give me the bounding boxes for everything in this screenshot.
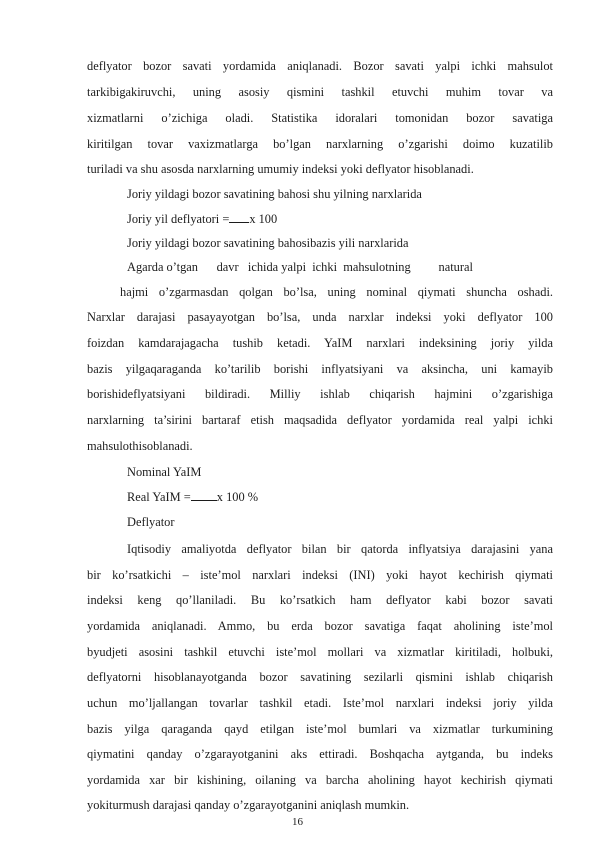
formula-rhs: x 100 % <box>216 490 259 504</box>
text-line: bir ko’rsatkichi – iste’mol narxlari indeksi (INI) yoki hayot kechirish qiymati <box>87 568 553 582</box>
text-line: Iqtisodiy amaliyotda deflyator bilan bir qatorda inflyatsiya darajasini yana <box>127 542 553 556</box>
text-line: narxlarning ta’sirini bartaraf etish maqsadida deflyator yordamida real yalpi ichki <box>87 413 553 427</box>
text-line: byudjeti asosini tashkil etuvchi iste’mol mollari va xizmatlar kiritiladi, holbuki, <box>87 645 553 659</box>
fraction-bar <box>191 490 217 501</box>
text-line: hajmi o’zgarmasdan qolgan bo’lsa, uning nominal qiymati shuncha oshadi. <box>120 285 553 299</box>
text-line: kiritilgan tovar vaxizmatlarga bo’lgan narxlarning o’zgarishi doimo kuzatilib <box>87 137 553 151</box>
text-line: qiymatini qanday o’zgarayotganini aks ettiradi. Boshqacha aytganda, bu indeks <box>87 747 553 761</box>
formula-numerator: Nominal YaIM <box>127 465 202 479</box>
text-line: Narxlar darajasi pasayayotgan bo’lsa, unda narxlar indeksi yoki deflyator 100 <box>87 310 553 324</box>
text-line: foizdan kamdarajagacha tushib ketadi. YaIM narxlari indeksining joriy yilda <box>87 336 553 350</box>
text-line: xizmatlarni o’zichiga oladi. Statistika idoralari tomonidan bozor savatiga <box>87 111 553 125</box>
text-line: yordamida xar bir kishining, oilaning va barcha aholining hayot kechirish qiymati <box>87 773 553 787</box>
text-line: yokiturmush darajasi qanday o’zgarayotganini aniqlash mumkin. <box>87 798 410 812</box>
formula-lhs: Joriy yil deflyatori = <box>127 212 230 226</box>
text-line: bazis yilga qaraganda qayd etilgan iste’mol bumlari va xizmatlar turkumining <box>87 722 553 736</box>
text-line: mahsulothisoblanadi. <box>87 439 193 453</box>
text-line: uchun mo’ljallangan tovarlar tashkil etadi. Iste’mol narxlari indeksi joriy yilda <box>87 696 553 710</box>
formula-lhs: Real YaIM = <box>127 490 191 504</box>
text-line: deflyatorni hisoblanayotganda bozor savatining sezilarli qismini ishlab chiqarish <box>87 670 553 684</box>
formula-numerator: Joriy yildagi bozor savatining bahosi shu yilning narxlarida <box>127 187 422 201</box>
text-line: turiladi va shu asosda narxlarning umumiy indeksi yoki deflyator hisoblanadi. <box>87 162 474 176</box>
formula-line <box>127 489 258 505</box>
text-line: Agarda o’tgan davr ichida yalpi ichki mahsulotning natural <box>127 260 473 274</box>
text-line: bazis yilgaqaraganda ko’tarilib borishi inflyatsiyani va aksincha, uni kamayib <box>87 362 553 376</box>
fraction-bar <box>229 212 249 223</box>
text-line: yordamida aniqlanadi. Ammo, bu erda bozor savatiga faqat aholining iste’mol <box>87 619 553 633</box>
formula-denominator: Deflyator <box>127 515 175 529</box>
page-number: 16 <box>292 816 303 828</box>
formula-line <box>127 211 277 227</box>
text-line: tarkibigakiruvchi, uning asosiy qismini tashkil etuvchi muhim tovar va <box>87 85 553 99</box>
text-line: deflyator bozor savati yordamida aniqlanadi. Bozor savati yalpi ichki mahsulot <box>87 59 553 73</box>
text-line: indeksi keng qo’llaniladi. Bu ko’rsatkich ham deflyator kabi bozor savati <box>87 593 553 607</box>
text-line: borishideflyatsiyani bildiradi. Milliy ishlab chiqarish hajmini o’zgarishiga <box>87 387 553 401</box>
formula-rhs: x 100 <box>249 212 278 226</box>
formula-denominator: Joriy yildagi bozor savatining bahosibazis yili narxlarida <box>127 236 409 250</box>
